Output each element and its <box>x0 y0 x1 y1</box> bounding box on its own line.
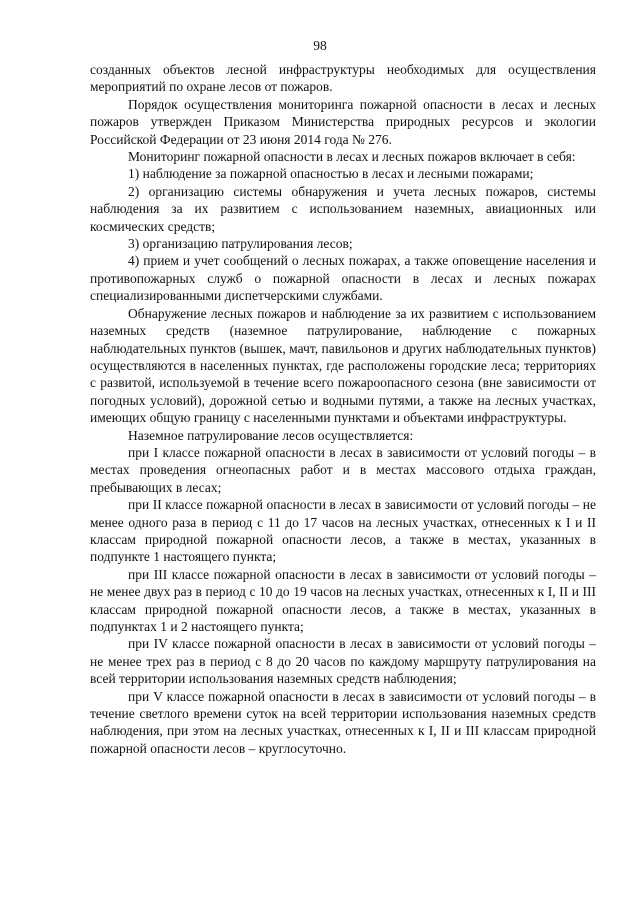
paragraph: при IV классе пожарной опасности в лесах в зависимости от условий погоды – не менее трех раз в период с 8 до 20 часов по каждому маршруту патрулирования на всей территории использования наземных средств наблюдения; <box>90 636 596 687</box>
paragraph: при II классе пожарной опасности в лесах в зависимости от условий погоды – не менее одного раза в период с 11 до 17 часов на лесных участках, отнесенных к I и II классам природной пожарной опасности лесов, а также в местах, указанных в подпункте 1 настоящего пункта; <box>90 497 596 565</box>
paragraph: при I классе пожарной опасности в лесах в зависимости от условий погоды – в местах проведения огнеопасных работ и в местах массового отдыха граждан, пребывающих в лесах; <box>90 444 596 495</box>
paragraph: Обнаружение лесных пожаров и наблюдение за их развитием с использованием наземных средств (наземное патрулирование, наблюдение с пожарных наблюдательных пунктов (вышек, мачт, павильонов и других наблюдательных пунктов) осуществляются в населенных пунктах, где расположены городские леса; территориях с развитой, используемой в течение всего пожароопасного сезона (вне зависимости от погодных условий), дорожной сетью и водными путями, а также на лесных участках, имеющих общую границу с населенными пунктами и объектами инфраструктуры. <box>90 305 596 426</box>
list-item: 1) наблюдение за пожарной опасностью в лесах и лесными пожарами; <box>128 166 534 182</box>
paragraph: Наземное патрулирование лесов осуществляется: <box>128 427 414 443</box>
paragraph: Мониторинг пожарной опасности в лесах и лесных пожаров включает в себя: <box>128 149 576 165</box>
paragraph: при V классе пожарной опасности в лесах в зависимости от условий погоды – в течение светлого времени суток на всей территории использования наземных средств наблюдения, при этом на лесных участках, отнесенных к I, II и III классам природной пожарной опасности лесов – круглосуточно. <box>90 688 596 756</box>
page-number: 98 <box>313 38 327 53</box>
paragraph: Порядок осуществления мониторинга пожарной опасности в лесах и лесных пожаров утвержден Приказом Министерства природных ресурсов и экологии Российской Федерации от 23 июня 2014 года № 276. <box>90 96 596 147</box>
list-item: 2) организацию системы обнаружения и учета лесных пожаров, системы наблюдения за их развитием с использованием наземных, авиационных или космических средств; <box>90 183 596 234</box>
document-body <box>90 61 596 757</box>
paragraph: созданных объектов лесной инфраструктуры необходимых для осуществления мероприятий по охране лесов от пожаров. <box>90 62 596 95</box>
list-item: 4) прием и учет сообщений о лесных пожарах, а также оповещение населения и противопожарных служб о пожарной опасности в лесах и лесных пожарах специализированными диспетчерскими службами. <box>90 253 596 304</box>
list-item: 3) организацию патрулирования лесов; <box>128 236 353 252</box>
paragraph: при III классе пожарной опасности в лесах в зависимости от условий погоды – не менее двух раз в период с 10 до 19 часов на лесных участках, отнесенных к I, II и III классам природной пожарной опасности лесов, а также в местах, указанных в подпунктах 1 и 2 настоящего пункта; <box>90 566 596 634</box>
